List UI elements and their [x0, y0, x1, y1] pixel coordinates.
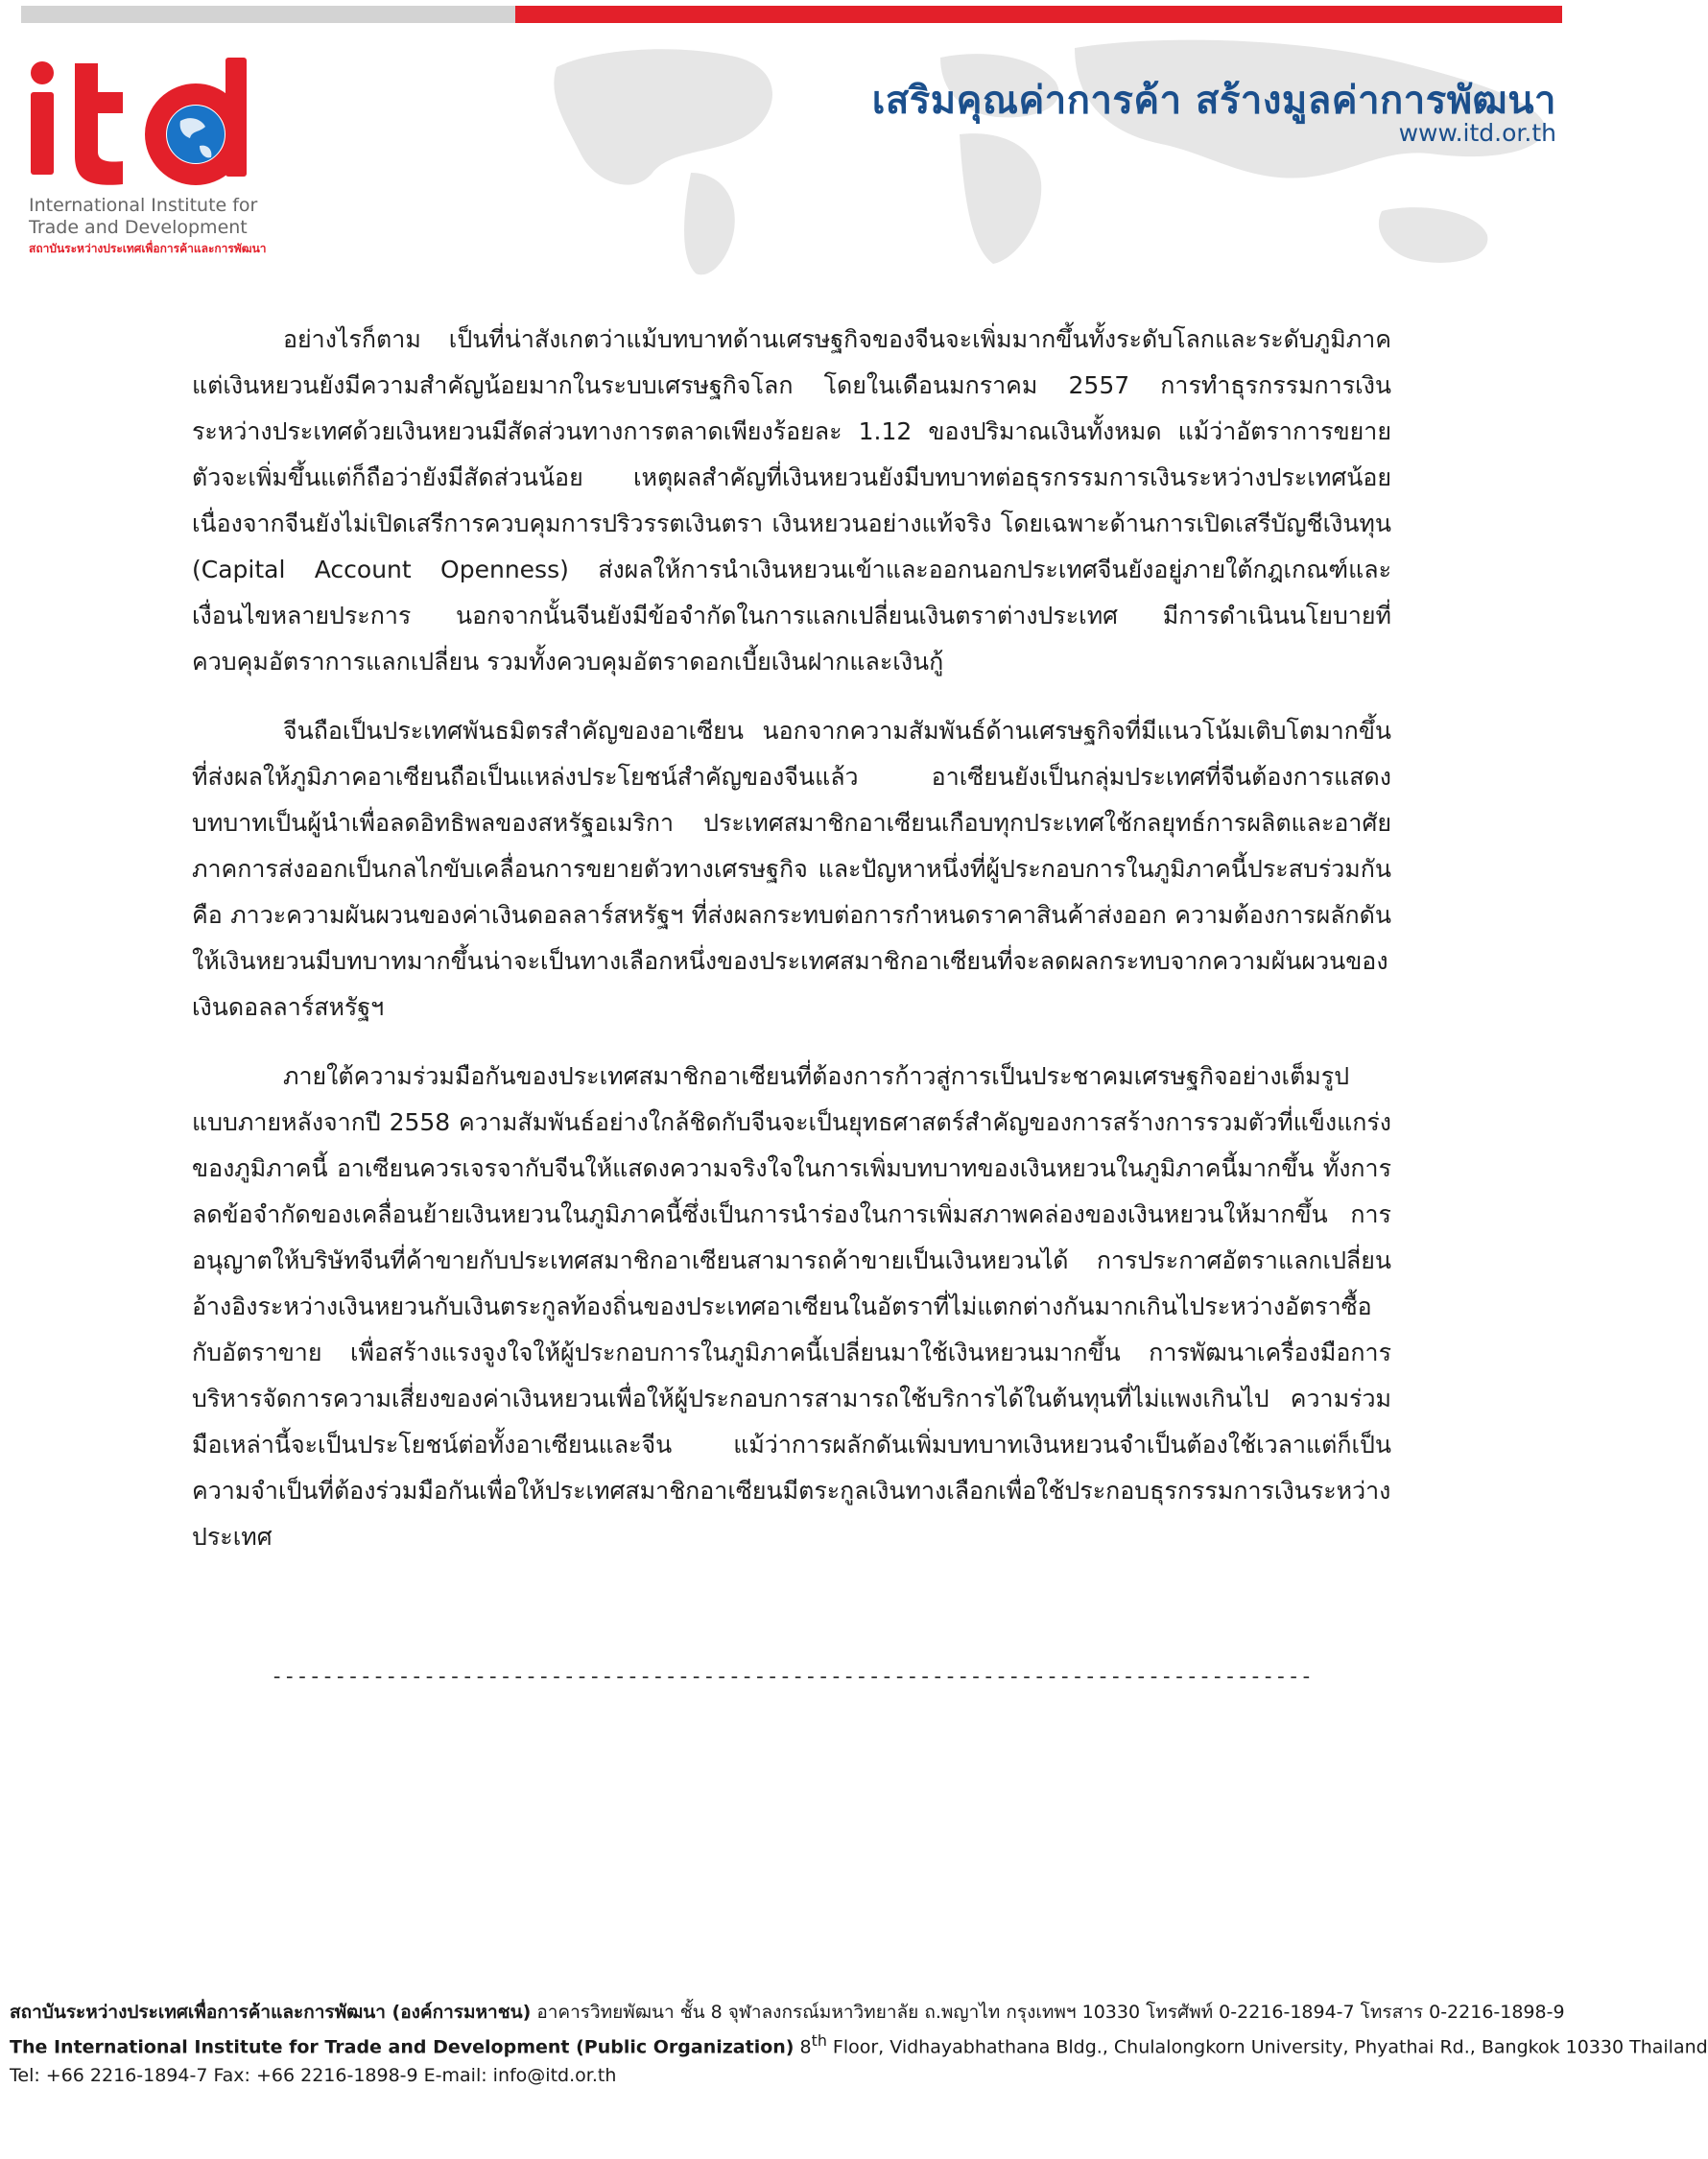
globe-icon: [167, 106, 225, 163]
logo-name-line2: Trade and Development: [29, 217, 248, 238]
logo-dot: [31, 61, 54, 84]
header-red-bar: [515, 6, 1562, 23]
footer-english-org-name: The International Institute for Trade and Development (Public Organization): [10, 2036, 795, 2058]
section-divider: ----------------------------------------------------------------------------------: [270, 1665, 1314, 1689]
logo-letter-d-stem: [225, 58, 247, 177]
article-body: [192, 317, 1391, 1583]
itd-logo: [29, 58, 288, 264]
logo-name-line1: International Institute for: [29, 195, 258, 216]
logo-letter-i: [31, 92, 54, 175]
paragraph-3: ภายใต้ความร่วมมือกันของประเทศสมาชิกอาเซียนที่ต้องการก้าวสู่การเป็นประชาคมเศรษฐกิจอย่างเต็มรูปแบบภายหลังจากปี 2558 ความสัมพันธ์อย่างใกล้ชิดกับจีนจะเป็นยุทธศาสตร์สำคัญของการสร้างการรวมตัวที่แข็งแกร่งของภูมิภาคนี้ อาเซียนควรเจรจากับจีนให้แสดงความจริงใจในการเพิ่มบทบาทของเงินหยวนในภูมิภาคนี้มากขึ้น ทั้งการลดข้อจำกัดของเคลื่อนย้ายเงินหยวนในภูมิภาคนี้ซึ่งเป็นการนำร่องในการเพิ่มสภาพคล่องของเงินหยวนให้มากขึ้น การอนุญาตให้บริษัทจีนที่ค้าขายกับประเทศสมาชิกอาเซียนสามารถค้าขายเป็นเงินหยวนได้ การประกาศอัตราแลกเปลี่ยนอ้างอิงระหว่างเงินหยวนกับเงินตระกูลท้องถิ่นของประเทศอาเซียนในอัตราที่ไม่แตกต่างกันมากเกินไประหว่างอัตราซื้อกับอัตราขาย เพื่อสร้างแรงจูงใจให้ผู้ประกอบการในภูมิภาคนี้เปลี่ยนมาใช้เงินหยวนมากขึ้น การพัฒนาเครื่องมือการบริหารจัดการความเสี่ยงของค่าเงินหยวนเพื่อให้ผู้ประกอบการสามารถใช้บริการได้ในต้นทุนที่ไม่แพงเกินไป ความร่วมมือเหล่านี้จะเป็นประโยชน์ต่อทั้งอาเซียนและจีน แม้ว่าการผลักดันเพิ่มบทบาทเงินหยวนจำเป็นต้องใช้เวลาแต่ก็เป็นความจำเป็นที่ต้องร่วมมือกันเพื่อให้ประเทศสมาชิกอาเซียนมีตระกูลเงินทางเลือกเพื่อใช้ประกอบธุรกรรมการเงินระหว่างประเทศ: [192, 1062, 1391, 1551]
footer-thai-address: [10, 1998, 1574, 2027]
footer-english-address-text: Floor, Vidhayabhathana Bldg., Chulalongkorn University, Phyathai Rd., Bangkok 10330 Thailand: [826, 2036, 1708, 2058]
world-map-watermark: [537, 29, 1574, 288]
footer-floor: 8: [794, 2036, 812, 2058]
footer-english-address: [10, 2027, 1708, 2061]
footer-floor-suffix: th: [811, 2031, 827, 2050]
header-grey-bar: [21, 6, 515, 23]
header-tagline: เสริมคุณค่าการค้า สร้างมูลค่าการพัฒนา: [871, 79, 1556, 123]
footer-thai-address-text: อาคารวิทยพัฒนา ชั้น 8 จุฬาลงกรณ์มหาวิทยาลัย ถ.พญาไท กรุงเทพฯ 10330 โทรศัพท์ 0-2216-1894-7 โทรสาร 0-2216-1898-9: [531, 2002, 1565, 2023]
paragraph-1: อย่างไรก็ตาม เป็นที่น่าสังเกตว่าแม้บทบาทด้านเศรษฐกิจของจีนจะเพิ่มมากขึ้นทั้งระดับโลกและระดับภูมิภาค แต่เงินหยวนยังมีความสำคัญน้อยมากในระบบเศรษฐกิจโลก โดยในเดือนมกราคม 2557 การทำธุรกรรมการเงินระหว่างประเทศด้วยเงินหยวนมีสัดส่วนทางการตลาดเพียงร้อยละ 1.12 ของปริมาณเงินทั้งหมด แม้ว่าอัตราการขยายตัวจะเพิ่มขึ้นแต่ก็ถือว่ายังมีสัดส่วนน้อย เหตุผลสำคัญที่เงินหยวนยังมีบทบาทต่อธุรกรรมการเงินระหว่างประเทศน้อยเนื่องจากจีนยังไม่เปิดเสรีการควบคุมการปริวรรตเงินตรา เงินหยวนอย่างแท้จริง โดยเฉพาะด้านการเปิดเสรีบัญชีเงินทุน (Capital Account Openness) ส่งผลให้การนำเงินหยวนเข้าและออกนอกประเทศจีนยังอยู่ภายใต้กฎเกณฑ์และเงื่อนไขหลายประการ นอกจากนั้นจีนยังมีข้อจำกัดในการแลกเปลี่ยนเงินตราต่างประเทศ มีการดำเนินนโยบายที่ควบคุมอัตราการแลกเปลี่ยน รวมทั้งควบคุมอัตราดอกเบี้ยเงินฝากและเงินกู้: [192, 325, 1391, 676]
header-website[interactable]: www.itd.or.th: [1398, 119, 1556, 147]
logo-thai-name: สถาบันระหว่างประเทศเพื่อการค้าและการพัฒนา: [29, 242, 267, 255]
footer: [10, 1998, 1708, 2090]
footer-contact: Tel: +66 2216-1894-7 Fax: +66 2216-1898-9 E-mail: info@itd.or.th: [10, 2065, 617, 2087]
logo-letter-t: [75, 63, 123, 185]
footer-thai-org-name: สถาบันระหว่างประเทศเพื่อการค้าและการพัฒนา (องค์การมหาชน): [10, 2002, 532, 2023]
paragraph-2: จีนถือเป็นประเทศพันธมิตรสำคัญของอาเซียน นอกจากความสัมพันธ์ด้านเศรษฐกิจที่มีแนวโน้มเติบโตมากขึ้นที่ส่งผลให้ภูมิภาคอาเซียนถือเป็นแหล่งประโยชน์สำคัญของจีนแล้ว อาเซียนยังเป็นกลุ่มประเทศที่จีนต้องการแสดงบทบาทเป็นผู้นำเพื่อลดอิทธิพลของสหรัฐอเมริกา ประเทศสมาชิกอาเซียนเกือบทุกประเทศใช้กลยุทธ์การผลิตและอาศัยภาคการส่งออกเป็นกลไกขับเคลื่อนการขยายตัวทางเศรษฐกิจ และปัญหาหนึ่งที่ผู้ประกอบการในภูมิภาคนี้ประสบร่วมกันคือ ภาวะความผันผวนของค่าเงินดอลลาร์สหรัฐฯ ที่ส่งผลกระทบต่อการกำหนดราคาสินค้าส่งออก ความต้องการผลักดันให้เงินหยวนมีบทบาทมากขึ้นน่าจะเป็นทางเลือกหนึ่งของประเทศสมาชิกอาเซียนที่จะลดผลกระทบจากความผันผวนของเงินดอลลาร์สหรัฐฯ: [192, 717, 1391, 1021]
